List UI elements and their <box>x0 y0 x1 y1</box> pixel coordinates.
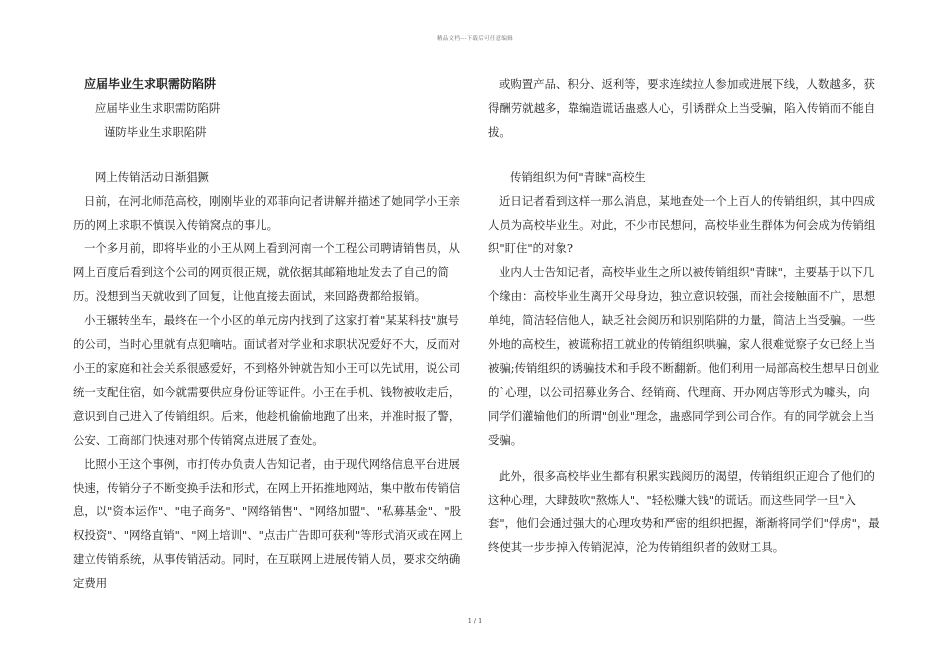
document-title: 应届毕业生求职需防陷阱 <box>84 77 217 91</box>
page-header: 精品文档---下载后可任意编辑 <box>436 36 514 42</box>
paragraph: 此外，很多高校毕业生都有积累实践阅历的渴望，传销组织正迎合了他们的这种心理，大肆鼓吹"熬炼人"、"轻松赚大钱"的谎话。而这些同学一旦"入套"，他们会通过强大的心理攻势和严密的组织把握，渐渐将同学们"俘虏"，最终使其一步步掉入传销泥淖，沦为传销组织者的敛财工具。 <box>488 468 880 555</box>
paragraph: 或购置产品、积分、返利等，要求连续拉人参加或进展下线，人数越多，获得酬劳就越多，靠编造谎话蛊惑人心，引诱群众上当受骗，陷入传销而不能自拔。 <box>488 77 876 139</box>
paragraph: 一个多月前，即将毕业的小王从网上看到河南一个工程公司聘请销售员，从网上百度后看到这个公司的网页很正规，就依据其邮箱地址发去了自己的简历。没想到当天就收到了回复，让他直接去面试，来回路费都给报销。 <box>73 241 460 304</box>
right-column <box>488 73 880 560</box>
page-number: 1 / 1 <box>467 617 483 625</box>
paragraph: 比照小王这个事例，市打传办负责人告知记者，由于现代网络信息平台进展快速，传销分子不断变换手法和形式，在网上开拓推地网站，集中散布传销信息，以"资本运作"、"电子商务"、"网络销售"、"网络加盟"、"私募基金"、"股权投资"、"网络直销"、"网上培训"、"点击广告即可获利"等形式消灭或在网上建立传销系统，从事传销活动。同时，在互联网上进展传销人员，要求交纳确定费用 <box>73 456 463 591</box>
paragraph: 近日记者看到这样一那么消息，某地查处一个上百人的传销组织，其中四成人员为高校毕业生。对此，不少市民想问，高校毕业生群体为何会成为传销组织"盯住"的对象? <box>488 193 876 256</box>
section-heading-online-mlm: 网上传销活动日渐猖獗 <box>95 169 209 184</box>
paragraph: 日前，在河北师范高校，刚刚毕业的邓菲向记者讲解并描述了她同学小王亲历的网上求职不慎误入传销窝点的事儿。 <box>73 193 460 232</box>
subtitle: 应届毕业生求职需防陷阱 <box>95 100 221 115</box>
subtitle-secondary: 谨防毕业生求职陷阱 <box>104 124 207 139</box>
section-heading-why-graduates: 传销组织为何"青睐"高校生 <box>510 169 646 184</box>
spacer <box>488 145 880 166</box>
paragraph: 业内人士告知记者，高校毕业生之所以被传销组织"青睐"，主要基于以下几个缘由：高校毕业生离开父母身边，独立意识较强，而社会接触面不广，思想单纯，简洁轻信他人，缺乏社会阅历和识别陷阱的力量，简洁上当受骗。一些外地的高校生，被谎称招工就业的传销组织哄骗，家人很难觉察子女已经上当被骗;传销组织的诱骗技术和手段不断翻新。他们利用一局部高校生想早日创业的`心理，以公司招募业务合、经销商、代理商、开办网店等形式为噱头，向同学们灌输他们的所谓"创业"理念，蛊惑同学到公司合作。有的同学就会上当受骗。 <box>488 265 880 447</box>
paragraph: 小王辗转坐车，最终在一个小区的单元房内找到了这家打着"某某科技"旗号的公司，当时心里就有点犯嘀咕。面试者对学业和求职状况爱好不大，反而对小王的家庭和社会关系很感爱好，不到格外钟就告知小王可以先试用，说公司统一支配住宿，如今就需要供应身份证等证件。小王在手机、钱物被收走后，意识到自己进入了传销组织。后来，他趁机偷偷地跑了出来，并准时报了警，公安、工商部门快速对那个传销窝点进展了查处。 <box>73 313 461 447</box>
spacer <box>73 145 465 166</box>
spacer <box>488 453 880 465</box>
left-column <box>73 73 465 596</box>
